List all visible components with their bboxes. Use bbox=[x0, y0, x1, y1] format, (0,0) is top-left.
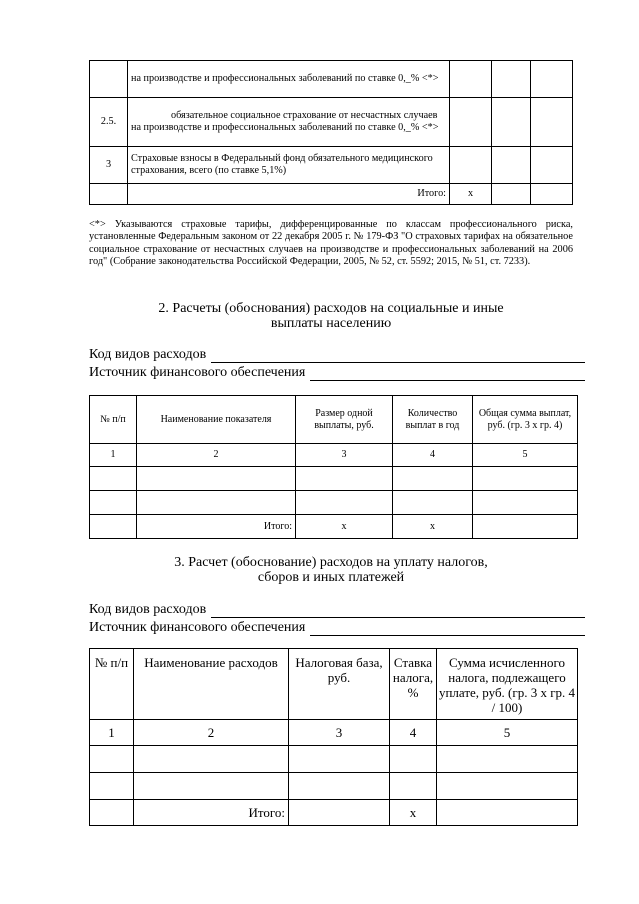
section3-title-line1: 3. Расчет (обоснование) расходов на уплату налогов, bbox=[174, 555, 488, 570]
funding-source-input[interactable] bbox=[310, 623, 585, 636]
total-mark: x bbox=[450, 184, 492, 205]
section3-title-line2: сборов и иных платежей bbox=[257, 570, 405, 585]
expense-code-label: Код видов расходов bbox=[89, 602, 207, 617]
header-cell: Наименование показателя bbox=[137, 396, 296, 444]
section2-title-line1: 2. Расчеты (обоснования) расходов на социальные и иные bbox=[158, 301, 504, 316]
column-number-row: 1 2 3 4 5 bbox=[90, 720, 578, 746]
table-row bbox=[90, 61, 573, 98]
total-row bbox=[90, 515, 578, 539]
column-number-row: 1 2 3 4 5 bbox=[90, 444, 578, 467]
table-row bbox=[90, 467, 578, 491]
funding-source-input[interactable] bbox=[310, 368, 585, 381]
header-cell: Налоговая база, руб. bbox=[289, 649, 390, 720]
header-cell: Ставка налога, % bbox=[390, 649, 437, 720]
header-row bbox=[90, 649, 578, 720]
insurance-contributions-table bbox=[89, 60, 573, 205]
funding-source-label: Источник финансового обеспечения bbox=[89, 365, 306, 380]
total-label: Итого: bbox=[137, 515, 296, 539]
total-row bbox=[90, 184, 573, 205]
expense-code-input[interactable] bbox=[211, 350, 585, 363]
row-number: 3 bbox=[90, 147, 128, 184]
funding-source-label: Источник финансового обеспечения bbox=[89, 620, 306, 635]
table-row bbox=[90, 491, 578, 515]
header-cell: Размер одной выплаты, руб. bbox=[296, 396, 393, 444]
social-payments-table bbox=[89, 395, 578, 539]
header-row bbox=[90, 396, 578, 444]
table-row bbox=[90, 147, 573, 184]
row-number: 2.5. bbox=[90, 98, 128, 147]
row-number bbox=[90, 61, 128, 98]
section3-expense-code-field bbox=[89, 602, 585, 618]
header-cell: Общая сумма выплат, руб. (гр. 3 x гр. 4) bbox=[473, 396, 578, 444]
header-cell: Количество выплат в год bbox=[393, 396, 473, 444]
header-cell: Наименование расходов bbox=[134, 649, 289, 720]
section3-funding-source-field bbox=[89, 620, 585, 636]
section2-title-line2: выплаты населению bbox=[270, 316, 392, 331]
total-mark: x bbox=[393, 515, 473, 539]
total-row bbox=[90, 800, 578, 826]
total-mark: x bbox=[296, 515, 393, 539]
table-row bbox=[90, 773, 578, 800]
header-cell: № п/п bbox=[90, 649, 134, 720]
expense-code-label: Код видов расходов bbox=[89, 347, 207, 362]
table-row bbox=[90, 98, 573, 147]
row-text: на производстве и профессиональных заболеваний по ставке 0,_% <*> bbox=[128, 61, 450, 98]
header-cell: Сумма исчисленного налога, подлежащего уплате, руб. (гр. 3 x гр. 4 / 100) bbox=[437, 649, 578, 720]
total-mark: x bbox=[390, 800, 437, 826]
section2-expense-code-field bbox=[89, 347, 585, 363]
section2-funding-source-field bbox=[89, 365, 585, 381]
tax-payments-table bbox=[89, 648, 578, 826]
footnote: <*> Указываются страховые тарифы, дифференцированные по классам профессионального риска, установленные Федеральным законом от 22 декабря 2005 г. № 179-ФЗ "О страховых тарифах на обязательное социальное страхование от несчастных случаев на производстве и профессиональных заболеваний на 2006 год" (Собрание законодательства Российской Федерации, 2005, № 52, ст. 5592; 2015, № 51, ст. 7233). bbox=[89, 219, 573, 268]
total-label: Итого: bbox=[134, 800, 289, 826]
total-label: Итого: bbox=[128, 184, 450, 205]
header-cell: № п/п bbox=[90, 396, 137, 444]
expense-code-input[interactable] bbox=[211, 605, 585, 618]
row-text: обязательное социальное страхование от несчастных случаев на производстве и профессиональных заболеваний по ставке 0,_% <*> bbox=[128, 98, 450, 147]
table-row bbox=[90, 746, 578, 773]
row-text: Страховые взносы в Федеральный фонд обязательного медицинского страхования, всего (по ставке 5,1%) bbox=[128, 147, 450, 184]
